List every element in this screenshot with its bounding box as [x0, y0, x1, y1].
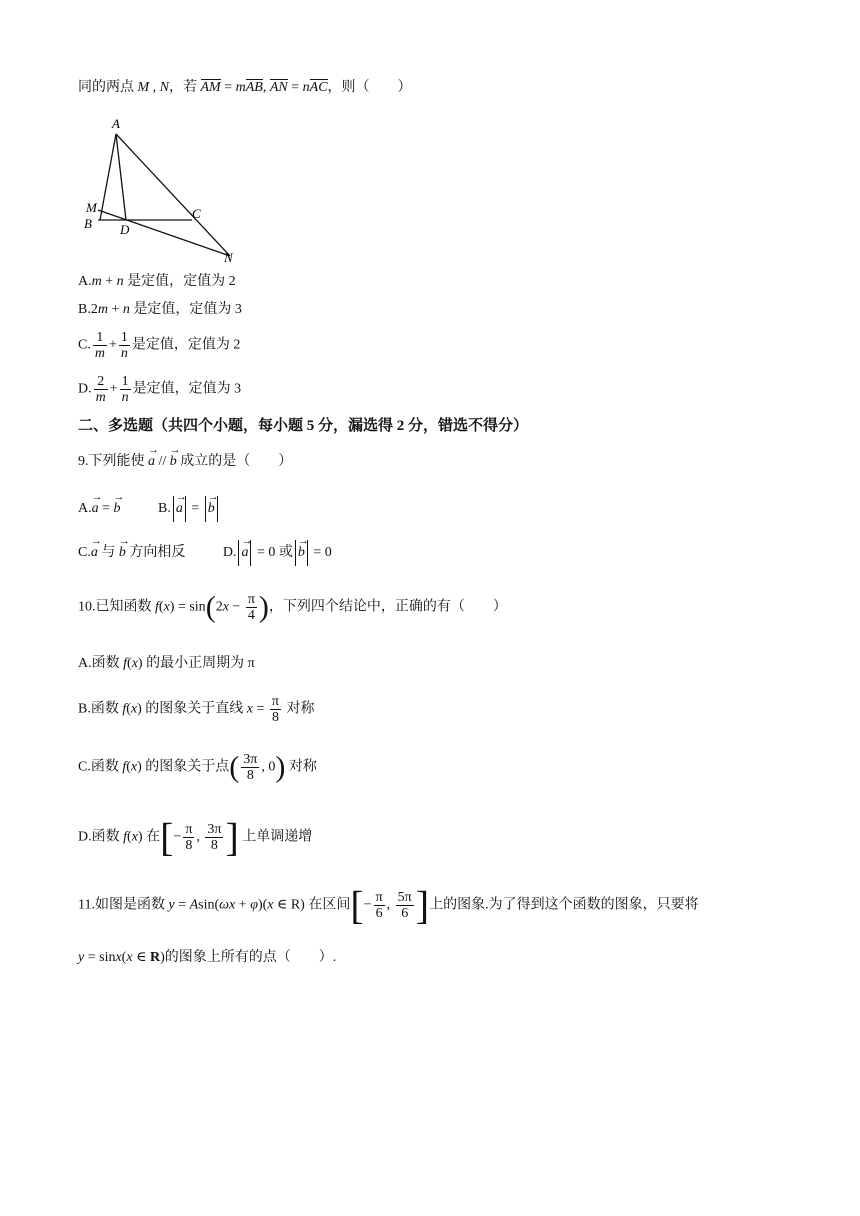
- label-n: N: [224, 250, 233, 264]
- q9-d-mid: = 0 或: [256, 545, 293, 561]
- q10-b-end: 对称: [286, 701, 315, 717]
- q10-b-mid: 的图象关于直线: [145, 701, 244, 717]
- q10-d-text: D.函数: [78, 829, 120, 845]
- segment-mn: [98, 210, 230, 256]
- q8-stem-text: 同的两点: [78, 80, 134, 95]
- q10-b-text: B.函数: [78, 701, 119, 717]
- option-b-prefix: B.: [78, 302, 91, 317]
- triangle-figure: [80, 112, 250, 264]
- q9-c-mid: 与: [101, 545, 116, 561]
- option-b-text: 是定值，定值为 3: [133, 302, 242, 317]
- q8-comma1: ，若: [169, 80, 197, 95]
- q9-b-prefix: B.: [158, 501, 171, 517]
- q9-a-prefix: A.: [78, 501, 92, 517]
- label-m: M: [86, 200, 97, 215]
- q10-c-mid: 的图象关于点: [145, 759, 230, 775]
- q11-stem-text: 11.如图是函数: [78, 897, 165, 913]
- q10-stem-end: ，下列四个结论中，正确的有（ ）: [268, 599, 507, 615]
- q11-stem-line2: y = sinx(x ∈ R)的图象上所有的点（ ）.: [78, 950, 337, 965]
- q10-stem-text: 10.已知函数: [78, 599, 152, 615]
- q9-options-ab: A.→ a = → b B.→ a = → b: [78, 496, 220, 522]
- option-d-prefix: D.: [78, 381, 92, 397]
- section2-heading: 二、多选题（共四个小题，每小题 5 分，漏选得 2 分，错选不得分）: [78, 418, 529, 434]
- q8-stem: [78, 78, 412, 98]
- q10-d-end: 上单调递增: [242, 829, 313, 845]
- q10-d-mid: 在: [146, 829, 161, 845]
- option-a-prefix: A.: [78, 274, 92, 289]
- q9-stem-text: 9.下列能使: [78, 454, 145, 469]
- label-b: B: [84, 216, 92, 231]
- q9-stem-end: 成立的是（ ）: [180, 454, 293, 469]
- q8-points: M , N: [137, 80, 169, 95]
- q10-option-b: B.函数 f(x) 的图象关于直线 x = $\frac{\pi}{8}$ 对称: [78, 694, 315, 725]
- q8-comma2: ，则（ ）: [327, 80, 412, 95]
- q9-c-prefix: C.: [78, 545, 91, 561]
- q11-line2-end: 的图象上所有的点（ ）.: [164, 950, 337, 965]
- q8-option-d: D. $\frac{2}{m}$ + $\frac{1}{n}$ 是定值，定值为 3: [78, 374, 242, 405]
- q10-option-d: D.函数 f(x) 在[− $\frac{\pi}{8}$ , $\frac{3\pi}{8}$ ] 上单调递增: [78, 814, 313, 860]
- q11-stem-line1: 11.如图是函数 y = Asin(ωx + φ)(x ∈ R) 在区间[− $\frac{\pi}{6}$ , $\frac{5\pi}{6}$ ]上的图象.为了得到这个函数的图象，只要将: [78, 882, 699, 928]
- q9-options-cd: C.→ a 与 → b 方向相反 D.→ a = 0 或→ b = 0: [78, 540, 332, 566]
- option-a-text: 是定值，定值为 2: [127, 274, 236, 289]
- q11-mid: 在区间: [308, 897, 351, 913]
- q10-option-c: C.函数 f(x) 的图象关于点( $\frac{3\pi}{8}$ , 0) 对称: [78, 750, 317, 784]
- q10-c-end: 对称: [288, 759, 317, 775]
- q8-option-b: B.2m + n 是定值，定值为 3: [78, 302, 242, 317]
- q8-option-c: C. $\frac{1}{m}$ + $\frac{1}{n}$ 是定值，定值为 2: [78, 330, 241, 361]
- q11-end: 上的图象.为了得到这个函数的图象，只要将: [429, 897, 699, 913]
- segment-am: [100, 134, 116, 220]
- q10-stem: 10.已知函数 f(x) = sin(2x − $\frac{\pi}{4}$ )，下列四个结论中，正确的有（ ）: [78, 590, 507, 624]
- q9-d-end: = 0: [313, 545, 332, 561]
- option-c-text: 是定值，定值为 2: [131, 337, 241, 353]
- q8-vector-relation: AM = mAB, AN = nAC: [201, 80, 328, 95]
- q10-option-a: A.函数 f(x) 的最小正周期为 π: [78, 656, 255, 671]
- q9-stem: 9.下列能使 → a // → b 成立的是（ ）: [78, 452, 292, 472]
- label-a: A: [112, 116, 120, 131]
- option-c-prefix: C.: [78, 337, 91, 353]
- q10-c-text: C.函数: [78, 759, 119, 775]
- segment-an: [116, 134, 230, 256]
- q9-d-prefix: D.: [222, 545, 237, 561]
- option-d-text: 是定值，定值为 3: [132, 381, 242, 397]
- q10-a-end: 的最小正周期为 π: [146, 656, 255, 671]
- segment-ad: [116, 134, 126, 220]
- label-d: D: [120, 222, 130, 237]
- q10-a-text: A.函数: [78, 656, 120, 671]
- label-c: C: [192, 206, 201, 221]
- q8-option-a: A.m + n 是定值，定值为 2: [78, 274, 236, 289]
- q9-c-end: 方向相反: [129, 545, 186, 561]
